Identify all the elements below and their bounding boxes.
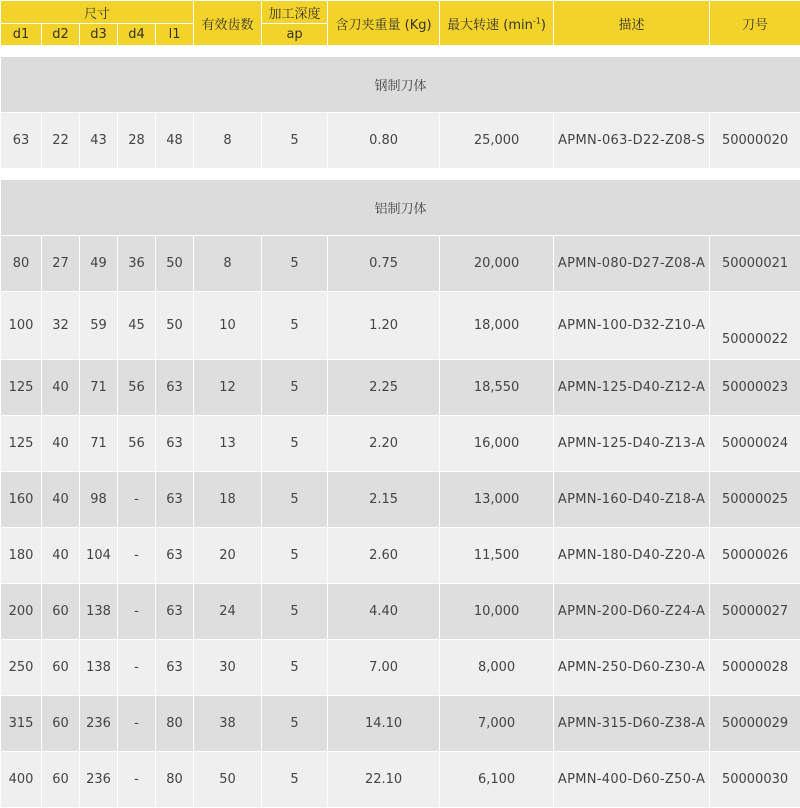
rpm-cell: 7,000 bbox=[440, 696, 554, 752]
rpm-cell: 10,000 bbox=[440, 584, 554, 640]
teeth-header: 有效齿数 bbox=[194, 1, 262, 46]
d2-cell: 60 bbox=[42, 584, 80, 640]
l1-cell: 63 bbox=[156, 640, 194, 696]
d1-cell: 180 bbox=[1, 528, 42, 584]
part-number-cell: 50000025 bbox=[710, 472, 800, 528]
table-row bbox=[1, 236, 800, 292]
rpm-cell: 11,500 bbox=[440, 528, 554, 584]
ap-cell: 5 bbox=[262, 528, 328, 584]
d2-cell: 60 bbox=[42, 696, 80, 752]
d4-cell: 45 bbox=[118, 292, 156, 360]
d1-cell: 250 bbox=[1, 640, 42, 696]
d4-cell: - bbox=[118, 640, 156, 696]
l1-cell: 63 bbox=[156, 584, 194, 640]
ap-cell: 5 bbox=[262, 416, 328, 472]
d1-cell: 125 bbox=[1, 416, 42, 472]
section-spacer-cell bbox=[1, 169, 800, 180]
l1-cell: 80 bbox=[156, 752, 194, 808]
ap-cell: 5 bbox=[262, 360, 328, 416]
d3-header: d3 bbox=[80, 24, 118, 46]
teeth-cell: 38 bbox=[194, 696, 262, 752]
part-number-cell: 50000030 bbox=[710, 752, 800, 808]
d4-header: d4 bbox=[118, 24, 156, 46]
speed-header-text: 最大转速 (min bbox=[447, 18, 533, 33]
d2-cell: 32 bbox=[42, 292, 80, 360]
d3-cell: 43 bbox=[80, 113, 118, 169]
description-cell: APMN-160-D40-Z18-A bbox=[554, 472, 710, 528]
rpm-cell: 16,000 bbox=[440, 416, 554, 472]
l1-header: l1 bbox=[156, 24, 194, 46]
description-cell: APMN-200-D60-Z24-A bbox=[554, 584, 710, 640]
section-title: 钢制刀体 bbox=[1, 57, 800, 113]
weight-cell: 0.80 bbox=[328, 113, 440, 169]
d3-cell: 59 bbox=[80, 292, 118, 360]
d1-cell: 315 bbox=[1, 696, 42, 752]
d3-cell: 49 bbox=[80, 236, 118, 292]
l1-cell: 50 bbox=[156, 236, 194, 292]
part-number-cell: 50000028 bbox=[710, 640, 800, 696]
d4-cell: 28 bbox=[118, 113, 156, 169]
description-cell: APMN-080-D27-Z08-A bbox=[554, 236, 710, 292]
description-cell: APMN-100-D32-Z10-A bbox=[554, 292, 710, 360]
weight-cell: 2.60 bbox=[328, 528, 440, 584]
depth-header: 加工深度 bbox=[262, 1, 328, 24]
table-row bbox=[1, 472, 800, 528]
speed-header bbox=[440, 1, 554, 46]
section-spacer bbox=[1, 46, 800, 57]
d1-cell: 400 bbox=[1, 752, 42, 808]
d2-cell: 60 bbox=[42, 752, 80, 808]
teeth-cell: 24 bbox=[194, 584, 262, 640]
d2-cell: 40 bbox=[42, 416, 80, 472]
teeth-cell: 20 bbox=[194, 528, 262, 584]
d4-cell: - bbox=[118, 528, 156, 584]
description-cell: APMN-250-D60-Z30-A bbox=[554, 640, 710, 696]
teeth-cell: 8 bbox=[194, 113, 262, 169]
teeth-cell: 13 bbox=[194, 416, 262, 472]
weight-cell: 2.20 bbox=[328, 416, 440, 472]
teeth-cell: 8 bbox=[194, 236, 262, 292]
table-row bbox=[1, 696, 800, 752]
section-title: 铝制刀体 bbox=[1, 180, 800, 236]
d1-cell: 80 bbox=[1, 236, 42, 292]
table-row bbox=[1, 360, 800, 416]
d4-cell: - bbox=[118, 472, 156, 528]
description-header: 描述 bbox=[554, 1, 710, 46]
d2-cell: 60 bbox=[42, 640, 80, 696]
rpm-cell: 13,000 bbox=[440, 472, 554, 528]
teeth-cell: 10 bbox=[194, 292, 262, 360]
d4-cell: - bbox=[118, 752, 156, 808]
part-number-cell: 50000021 bbox=[710, 236, 800, 292]
table-row bbox=[1, 584, 800, 640]
description-cell: APMN-180-D40-Z20-A bbox=[554, 528, 710, 584]
d3-cell: 138 bbox=[80, 640, 118, 696]
weight-cell: 14.10 bbox=[328, 696, 440, 752]
part-number-cell: 50000020 bbox=[710, 113, 800, 169]
d2-cell: 22 bbox=[42, 113, 80, 169]
teeth-cell: 30 bbox=[194, 640, 262, 696]
table-row bbox=[1, 292, 800, 360]
description-cell: APMN-063-D22-Z08-S bbox=[554, 113, 710, 169]
d1-cell: 100 bbox=[1, 292, 42, 360]
part-number-cell: 50000026 bbox=[710, 528, 800, 584]
section-header-row bbox=[1, 57, 800, 113]
d2-header: d2 bbox=[42, 24, 80, 46]
speed-header-superscript: -1 bbox=[533, 16, 541, 25]
d4-cell: - bbox=[118, 696, 156, 752]
d3-cell: 98 bbox=[80, 472, 118, 528]
ap-cell: 5 bbox=[262, 236, 328, 292]
weight-cell: 1.20 bbox=[328, 292, 440, 360]
d4-cell: 56 bbox=[118, 416, 156, 472]
part-number-header: 刀号 bbox=[710, 1, 800, 46]
d4-cell: - bbox=[118, 584, 156, 640]
speed-header-close: ) bbox=[541, 18, 546, 33]
part-number-cell: 50000024 bbox=[710, 416, 800, 472]
ap-header: ap bbox=[262, 24, 328, 46]
part-number-cell: 50000029 bbox=[710, 696, 800, 752]
l1-cell: 63 bbox=[156, 472, 194, 528]
ap-cell: 5 bbox=[262, 640, 328, 696]
teeth-cell: 50 bbox=[194, 752, 262, 808]
weight-cell: 2.15 bbox=[328, 472, 440, 528]
weight-cell: 0.75 bbox=[328, 236, 440, 292]
table-row bbox=[1, 416, 800, 472]
weight-cell: 4.40 bbox=[328, 584, 440, 640]
part-number-cell: 50000022 bbox=[710, 292, 800, 360]
description-cell: APMN-400-D60-Z50-A bbox=[554, 752, 710, 808]
table-body bbox=[1, 46, 800, 808]
rpm-cell: 18,550 bbox=[440, 360, 554, 416]
d3-cell: 236 bbox=[80, 752, 118, 808]
teeth-cell: 18 bbox=[194, 472, 262, 528]
rpm-cell: 25,000 bbox=[440, 113, 554, 169]
d2-cell: 40 bbox=[42, 528, 80, 584]
teeth-cell: 12 bbox=[194, 360, 262, 416]
description-cell: APMN-125-D40-Z12-A bbox=[554, 360, 710, 416]
d3-cell: 138 bbox=[80, 584, 118, 640]
ap-cell: 5 bbox=[262, 696, 328, 752]
ap-cell: 5 bbox=[262, 472, 328, 528]
ap-cell: 5 bbox=[262, 752, 328, 808]
table-row bbox=[1, 752, 800, 808]
description-cell: APMN-315-D60-Z38-A bbox=[554, 696, 710, 752]
d3-cell: 104 bbox=[80, 528, 118, 584]
rpm-cell: 8,000 bbox=[440, 640, 554, 696]
description-cell: APMN-125-D40-Z13-A bbox=[554, 416, 710, 472]
table-row bbox=[1, 113, 800, 169]
d1-header: d1 bbox=[1, 24, 42, 46]
d4-cell: 56 bbox=[118, 360, 156, 416]
l1-cell: 63 bbox=[156, 416, 194, 472]
table-row bbox=[1, 528, 800, 584]
weight-cell: 22.10 bbox=[328, 752, 440, 808]
ap-cell: 5 bbox=[262, 292, 328, 360]
d1-cell: 125 bbox=[1, 360, 42, 416]
l1-cell: 63 bbox=[156, 528, 194, 584]
table-row bbox=[1, 640, 800, 696]
l1-cell: 80 bbox=[156, 696, 194, 752]
d3-cell: 71 bbox=[80, 416, 118, 472]
d1-cell: 63 bbox=[1, 113, 42, 169]
l1-cell: 48 bbox=[156, 113, 194, 169]
table-header bbox=[1, 1, 800, 46]
weight-cell: 7.00 bbox=[328, 640, 440, 696]
section-spacer-cell bbox=[1, 46, 800, 57]
d2-cell: 40 bbox=[42, 472, 80, 528]
d4-cell: 36 bbox=[118, 236, 156, 292]
d2-cell: 40 bbox=[42, 360, 80, 416]
ap-cell: 5 bbox=[262, 584, 328, 640]
rpm-cell: 6,100 bbox=[440, 752, 554, 808]
part-number-cell: 50000027 bbox=[710, 584, 800, 640]
weight-cell: 2.25 bbox=[328, 360, 440, 416]
section-header-row bbox=[1, 180, 800, 236]
d3-cell: 236 bbox=[80, 696, 118, 752]
part-number-cell: 50000023 bbox=[710, 360, 800, 416]
l1-cell: 63 bbox=[156, 360, 194, 416]
size-group-header: 尺寸 bbox=[1, 1, 194, 24]
section-spacer bbox=[1, 169, 800, 180]
d2-cell: 27 bbox=[42, 236, 80, 292]
l1-cell: 50 bbox=[156, 292, 194, 360]
d1-cell: 200 bbox=[1, 584, 42, 640]
d1-cell: 160 bbox=[1, 472, 42, 528]
ap-cell: 5 bbox=[262, 113, 328, 169]
weight-header: 含刀夹重量 (Kg) bbox=[328, 1, 440, 46]
rpm-cell: 20,000 bbox=[440, 236, 554, 292]
d3-cell: 71 bbox=[80, 360, 118, 416]
rpm-cell: 18,000 bbox=[440, 292, 554, 360]
